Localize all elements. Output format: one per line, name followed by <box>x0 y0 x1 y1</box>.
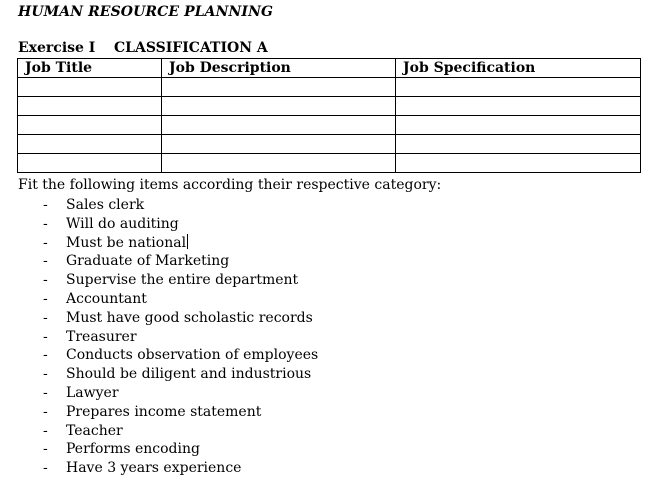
list-item-text: Have 3 years experience <box>66 460 242 477</box>
dash-bullet: - <box>43 272 48 289</box>
text-cursor <box>187 234 188 249</box>
dash-bullet: - <box>43 403 48 420</box>
dash-bullet: - <box>43 347 48 364</box>
document-title: HUMAN RESOURCE PLANNING <box>18 4 274 20</box>
list-item-text: Sales clerk <box>66 197 145 213</box>
dash-bullet: - <box>43 215 48 232</box>
table-cell[interactable] <box>18 154 162 173</box>
table-cell[interactable] <box>396 116 641 135</box>
dash-bullet: - <box>43 309 48 326</box>
dash-bullet: - <box>43 328 48 345</box>
header-job-specification: Job Specification <box>396 59 641 78</box>
table-cell[interactable] <box>18 135 162 154</box>
classification-label: CLASSIFICATION A <box>114 40 268 56</box>
table-cell[interactable] <box>396 78 641 97</box>
classification-table <box>17 58 641 173</box>
list-item-text: Will do auditing <box>66 215 179 232</box>
table-cell[interactable] <box>396 97 641 116</box>
table-cell[interactable] <box>396 135 641 154</box>
table-cell[interactable] <box>18 97 162 116</box>
list-item-text: Should be diligent and industrious <box>66 366 312 383</box>
list-item-text: Accountant <box>66 290 147 307</box>
table-row <box>18 135 641 154</box>
list-item-text-content: Must be national <box>66 234 187 251</box>
instruction-text: Fit the following items according their respective category: <box>18 177 442 193</box>
list-item-text[interactable] <box>66 234 188 253</box>
table-row <box>18 154 641 173</box>
dash-bullet: - <box>43 366 48 383</box>
list-item-text: Must have good scholastic records <box>66 309 313 326</box>
table-row <box>18 116 641 135</box>
exercise-heading <box>18 40 268 56</box>
list-item-text: Graduate of Marketing <box>66 253 230 270</box>
table-cell[interactable] <box>162 116 396 135</box>
table-cell[interactable] <box>162 135 396 154</box>
table-cell[interactable] <box>162 154 396 173</box>
list-item-text: Supervise the entire department <box>66 272 299 289</box>
list-item-text: Treasurer <box>66 328 137 345</box>
table-row <box>18 78 641 97</box>
dash-bullet: - <box>43 384 48 401</box>
dash-bullet: - <box>43 441 48 458</box>
dash-bullet: - <box>43 290 48 307</box>
dash-bullet: - <box>43 460 48 477</box>
list-item-text: Teacher <box>66 422 123 439</box>
table-cell[interactable] <box>18 78 162 97</box>
list-item-text: Prepares income statement <box>66 403 262 420</box>
table-cell[interactable] <box>162 97 396 116</box>
dash-bullet: - <box>43 253 48 270</box>
dash-bullet: - <box>43 234 48 251</box>
header-job-description: Job Description <box>162 59 396 78</box>
header-job-title: Job Title <box>18 59 162 78</box>
table-header-row <box>18 59 641 78</box>
dash-bullet: - <box>43 197 48 213</box>
table-cell[interactable] <box>18 116 162 135</box>
exercise-label: Exercise I <box>18 40 96 56</box>
table-cell[interactable] <box>162 78 396 97</box>
table-row <box>18 97 641 116</box>
list-item-text: Lawyer <box>66 384 119 401</box>
table-cell[interactable] <box>396 154 641 173</box>
dash-bullet: - <box>43 422 48 439</box>
list-item-text: Conducts observation of employees <box>66 347 319 364</box>
list-item-text: Performs encoding <box>66 441 200 458</box>
